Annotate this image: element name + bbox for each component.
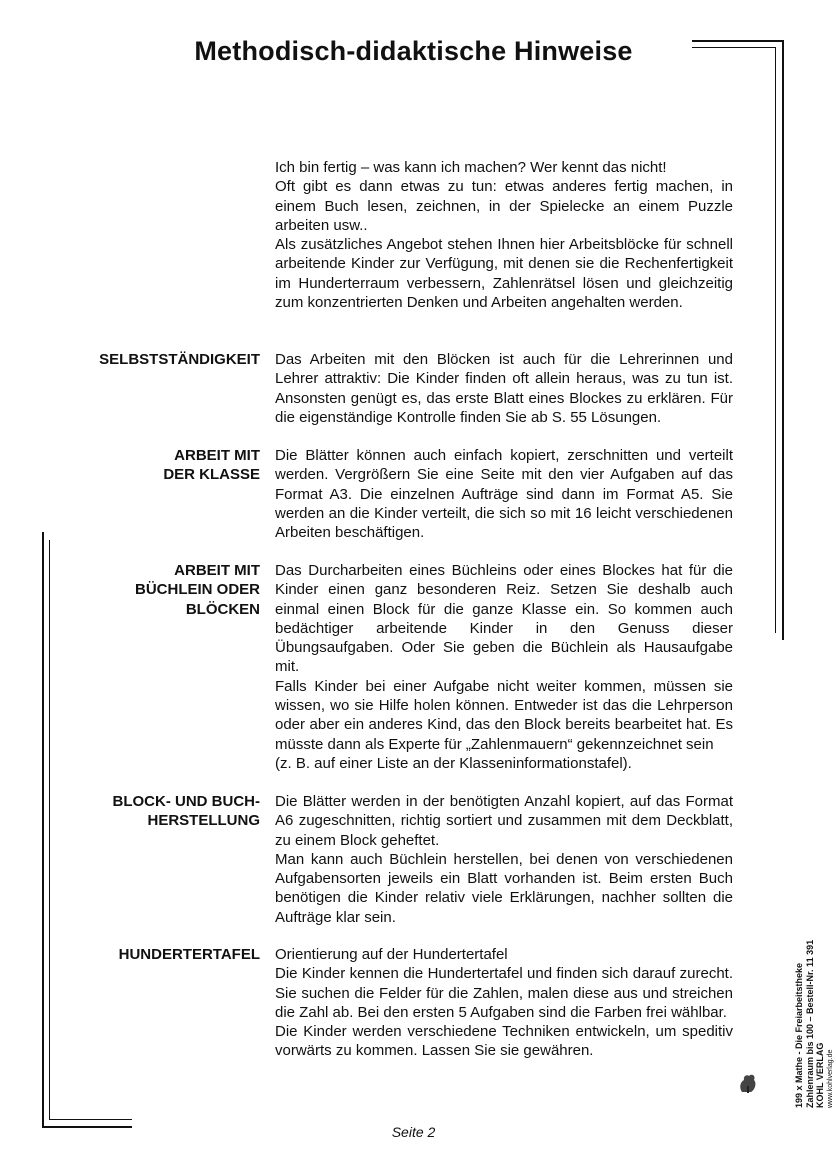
section-label-hundertertafel xyxy=(40,945,260,964)
section-text-arbeit-mit-der-klasse xyxy=(275,446,733,542)
section-paragraph: Die Kinder kennen die Hundertertafel und finden sich darauf zurecht. Sie suchen die Felder für die Zahlen, malen diese aus und streichen die Zahl ab. Bei den ersten 5 Aufgaben sind die Farben frei wählbar. xyxy=(275,965,733,1021)
frame-right-inner xyxy=(775,47,776,633)
intro-paragraph: Oft gibt es dann etwas zu tun: etwas anderes fertig machen, in einem Buch lesen, zeichnen, in der Spielecke an einem Puzzle arbeiten usw.. xyxy=(275,178,733,234)
section-paragraph: Falls Kinder bei einer Aufgabe nicht weiter kommen, müssen sie wissen, wo sie Hilfe holen können. Entweder ist das die Lehrperson oder aber ein anderes Kind, das den Block bereits bearbeitet hat. Es müsste dann als Experte für „Zahlenmauern“ gekennzeichnet sein xyxy=(275,677,733,753)
section-text-selbststaendigkeit xyxy=(275,350,733,427)
side-info-url: www.kohlverlag.de xyxy=(826,1049,834,1108)
side-info-order: Zahlenraum bis 100 – Bestell-Nr. 11 391 xyxy=(804,939,815,1108)
intro-text xyxy=(275,158,733,312)
label-line: BÜCHLEIN ODER xyxy=(134,581,260,599)
intro-paragraph: Als zusätzliches Angebot stehen Ihnen hier Arbeitsblöcke für schnell arbeitende Kinder zur Verfügung, mit denen sie die Rechenfertigkeit im Hunderterraum verbessern, Zahlenrätsel lösen und gleichzeitig zum konzentrierten Denken und Arbeiten angehalten werden. xyxy=(275,236,733,312)
frame-top-outer xyxy=(692,40,784,42)
section-paragraph: Das Durcharbeiten eines Büchleins oder eines Blockes hat für die Kinder einen ganz besonderen Reiz. Setzen Sie deshalb auch einmal einen Block für die ganze Klasse ein. So kommen auch bedächtiger arbeitende Kinder in den Genuss dieser Übungsaufgaben. Oder Sie geben die Büchlein als Hausaufgabe mit. xyxy=(275,562,733,676)
side-info-title: 199 x Mathe - Die Freiarbeitstheke xyxy=(794,962,804,1108)
frame-bottom-inner xyxy=(49,1119,132,1120)
label-line: BLOCK- UND BUCH- xyxy=(112,793,260,810)
publisher-logo-icon xyxy=(738,1066,758,1094)
page-number: Seite 2 xyxy=(391,1124,436,1140)
label-line: HUNDERTERTAFEL xyxy=(118,946,260,963)
intro-paragraph: Ich bin fertig – was kann ich machen? Wer kennt das nicht! xyxy=(275,159,667,176)
section-label-arbeit-mit-der-klasse xyxy=(40,446,260,485)
section-paragraph: (z. B. auf einer Liste an der Klasseninformationstafel). xyxy=(275,754,632,772)
label-line: ARBEIT MIT xyxy=(174,562,260,579)
section-paragraph: Orientierung auf der Hundertertafel xyxy=(275,946,508,963)
page-title: Methodisch-didaktische Hinweise xyxy=(194,36,633,66)
label-line: ARBEIT MIT xyxy=(174,447,260,464)
side-publication-info xyxy=(794,940,836,1108)
section-paragraph: Man kann auch Büchlein herstellen, bei denen von verschiedenen Aufgabensorten jeweils ein Blatt vorhanden ist. Beim ersten Buch benötigen die Kinder relativ viele Erklärungen, nachher sollten die Aufträge klar sein. xyxy=(275,850,733,926)
section-text-hundertertafel xyxy=(275,945,733,1061)
section-label-selbststaendigkeit xyxy=(40,350,260,369)
section-text-arbeit-mit-buechlein xyxy=(275,561,733,773)
section-label-block-und-buchherstellung xyxy=(40,792,260,831)
frame-right-outer xyxy=(782,40,784,640)
section-paragraph: Die Blätter werden in der benötigten Anzahl kopiert, auf das Format A6 zugeschnitten, richtig sortiert und zusammen mit dem Deckblatt, zu einem Block geheftet. xyxy=(275,793,733,849)
section-paragraph: Das Arbeiten mit den Blöcken ist auch für die Lehrerinnen und Lehrer attraktiv: Die Kinder finden oft allein heraus, was zu tun ist. Ansonsten genügt es, das erste Blatt eines Blockes zu erklären. Für die eigenständige Kontrolle finden Sie ab S. 55 Lösungen. xyxy=(275,351,733,426)
side-info-publisher: KOHL VERLAG xyxy=(815,1042,825,1108)
section-text-block-und-buchherstellung xyxy=(275,792,733,927)
label-line: SELBSTSTÄNDIGKEIT xyxy=(99,351,260,368)
label-line: DER KLASSE xyxy=(163,466,260,484)
label-line: HERSTELLUNG xyxy=(147,812,260,830)
section-paragraph: Die Kinder werden verschiedene Techniken entwickeln, um speditiv vorwärts zu kommen. Lassen Sie sie gewähren. xyxy=(275,1023,733,1060)
section-paragraph: Die Blätter können auch einfach kopiert, zerschnitten und verteilt werden. Vergrößern Sie eine Seite mit den vier Aufgaben auf das Format A3. Die einzelnen Aufträge sind dann im Format A5. Sie werden an die Kinder verteilt, die sich so mit 16 leicht verschiedenen Arbeiten beschäftigen. xyxy=(275,447,733,542)
label-line: BLÖCKEN xyxy=(185,600,260,618)
section-label-arbeit-mit-buechlein xyxy=(40,561,260,619)
frame-top-inner xyxy=(692,47,776,48)
